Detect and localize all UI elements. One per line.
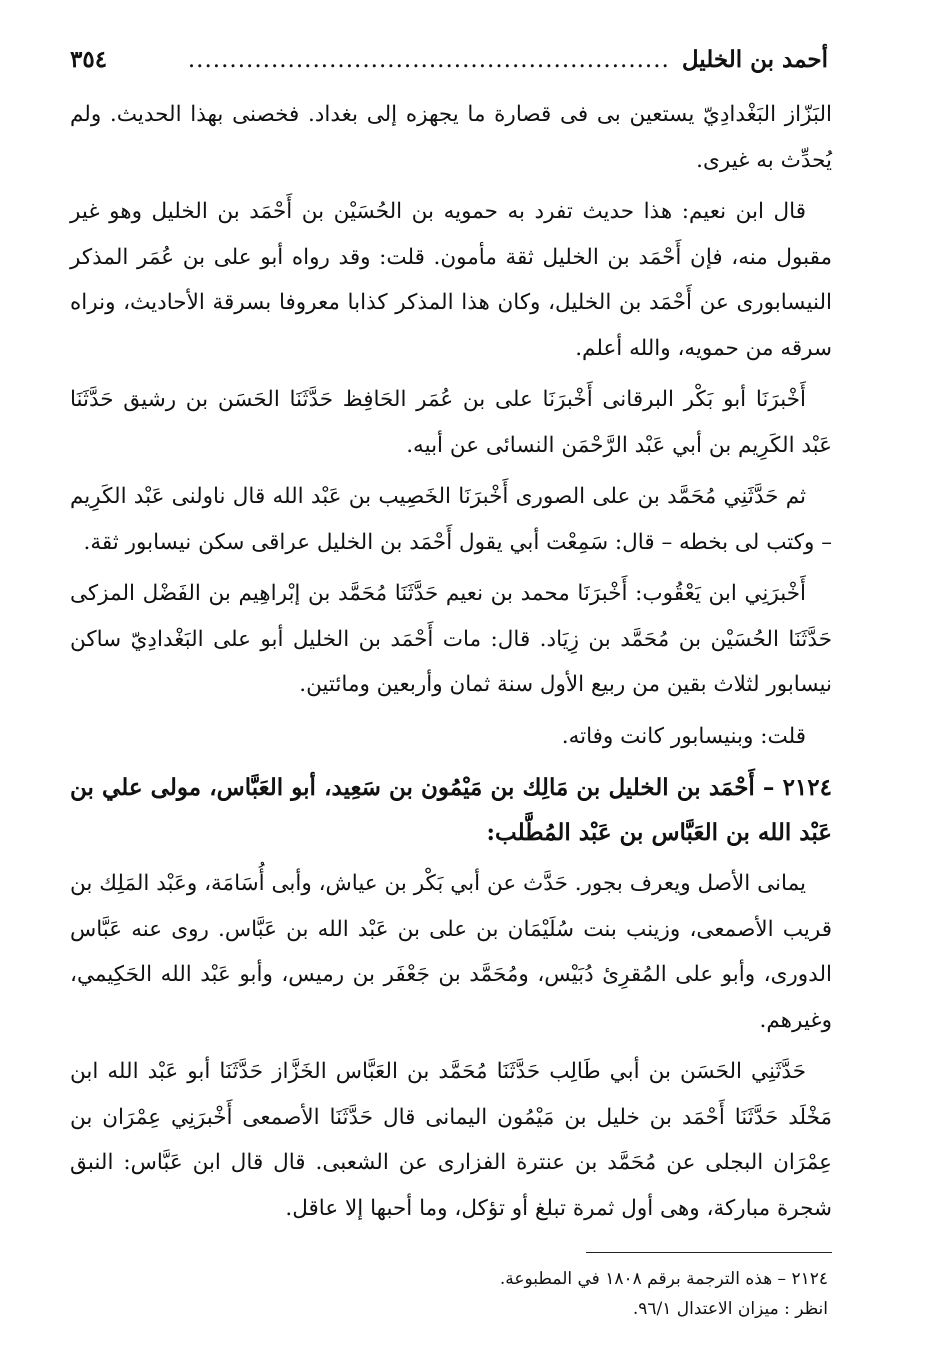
paragraph-continuation: البَزّاز البَغْدادِيّ يستعين بى فى قصارة ما يجهزه إلى بغداد. فخصنى بهذا الحديث. ولم يُحدِّث به غيرى. [70,102,832,173]
running-head-title: أحمد بن الخليل [681,46,828,73]
footnote: انظر : ميزان الاعتدال ٩٦/١. [632,1299,828,1319]
footnote-divider [586,1252,832,1253]
paragraph: أَخْبرَنِي ابن يَعْقُوب: أَخْبرَنَا محمد بن نعيم حَدَّثَنَا مُحَمَّد بن إبْراهِيم بن الفَضْل المزكى حَدَّثَنَا الحُسَيْن بن مُحَمَّد بن زِيَاد. قال: مات أَحْمَد بن الخليل أبو على البَغْدادِيّ ساكن نيسابور لثلاث بقين من ربيع الأول سنة ثمان وأربعين ومائتين. [70,581,832,697]
entry-paragraph: يمانى الأصل ويعرف بجور. حَدَّث عن أبي بَكْر بن عياش، وأبى أُسَامَة، وعَبْد المَلِك بن قريب الأصمعى، وزينب بنت سُلَيْمَان بن على بن عَبْد الله بن عَبَّاس. روى عنه عَبَّاس الدورى، وأبو على المُقرِئ دُبَيْس، ومُحَمَّد بن جَعْفَر بن رميس، وأبو عَبْد الله الحَكِيمي، وغيرهم. [70,871,832,1033]
footnotes [70,1264,828,1324]
main-text [70,92,832,1237]
entry-heading: ٢١٢٤ – أَحْمَد بن الخليل بن مَالِك بن مَيْمُون بن سَعِيد، أبو العَبَّاس، مولى علي بن عَبْد الله بن العَبَّاس بن عَبْد المُطَّلب: [70,774,832,846]
page-number: ٣٥٤ [70,46,108,73]
paragraph: قال ابن نعيم: هذا حديث تفرد به حمويه بن الحُسَيْن بن أَحْمَد بن الخليل وهو غير مقبول منه، فإن أَحْمَد بن الخليل ثقة مأمون. قلت: وقد رواه أبو على بن عُمَر المذكر النيسابورى عن أَحْمَد بن الخليل، وكان هذا المذكر كذابا معروفا بسرقة الأحاديث، ونراه سرقه من حمويه، والله أعلم. [70,199,832,361]
running-head [70,46,828,73]
paragraph: أَخْبرَنَا أبو بَكْر البرقانى أَخْبرَنَا على بن عُمَر الحَافِظ حَدَّثَنَا الحَسَن بن رشيق حَدَّثَنَا عَبْد الكَرِيم بن أبي عَبْد الرَّحْمَن النسائى عن أبيه. [70,387,832,458]
footnote: ٢١٢٤ – هذه الترجمة برقم ١٨٠٨ في المطبوعة. [499,1269,828,1289]
paragraph: ثم حَدَّثَنِي مُحَمَّد بن على الصورى أَخْبرَنَا الخَصِيب بن عَبْد الله قال ناولنى عَبْد الكَرِيم – وكتب لى بخطه – قال: سَمِعْت أبي يقول أَحْمَد بن الخليل عراقى سكن نيسابور ثقة. [70,484,832,555]
dot-leader: .......................................................... [187,47,670,73]
entry-paragraph: حَدَّثَنِي الحَسَن بن أبي طَالِب حَدَّثَنَا مُحَمَّد بن العَبَّاس الخَزَّاز حَدَّثَنَا أبو عَبْد الله ابن مَخْلَد حَدَّثَنَا أَحْمَد بن خليل بن مَيْمُون اليمانى قال حَدَّثَنَا الأصمعى أَخْبرَنِي عِمْرَان بن عِمْرَان البجلى عن مُحَمَّد بن عنترة الفزارى عن الشعبى. قال قال ابن عَبَّاس: النبق شجرة مباركة، وهى أول ثمرة تبلغ أو تؤكل، وما أحبها إلا عاقل. [70,1059,832,1221]
paragraph: قلت: وبنيسابور كانت وفاته. [561,723,806,749]
